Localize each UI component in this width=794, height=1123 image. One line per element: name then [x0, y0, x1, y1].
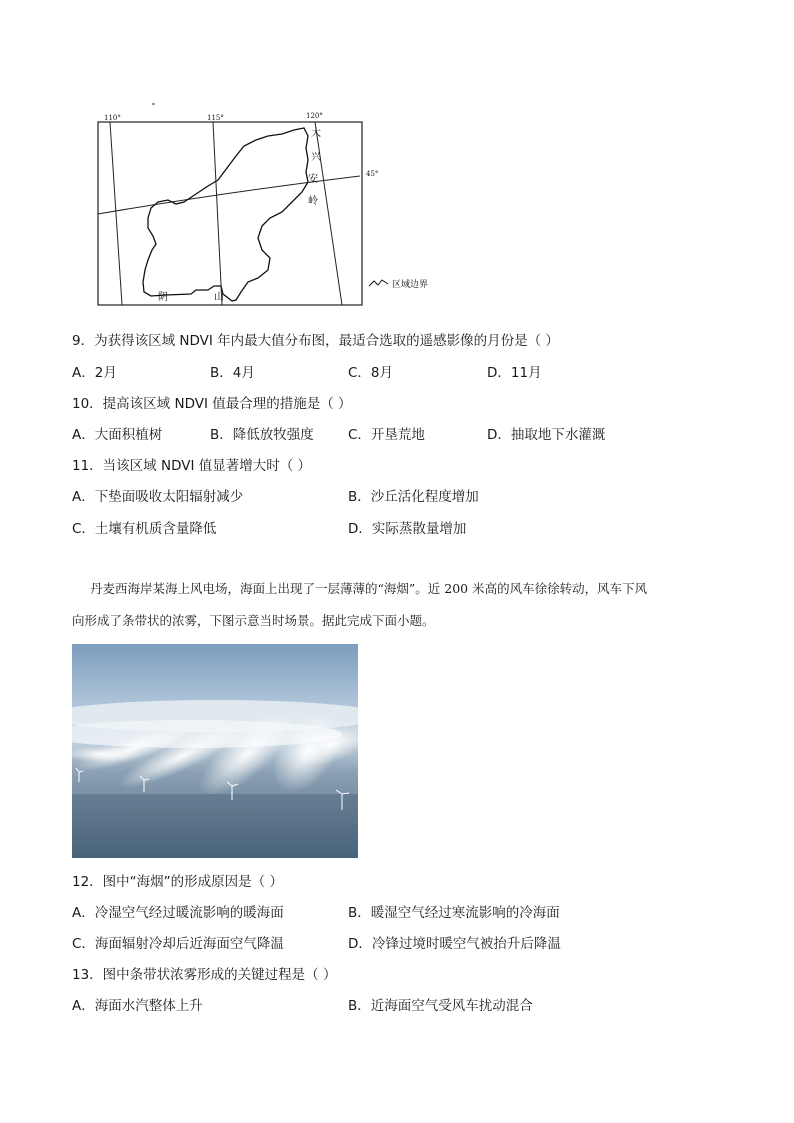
label-an: 安: [308, 174, 318, 185]
sea-fog-photo: [72, 644, 358, 858]
q11-option-a: A．下垫面吸收太阳辐射减少: [72, 489, 244, 505]
q10-option-b: B．降低放牧强度: [210, 427, 314, 443]
q9-option-c: C．8月: [348, 365, 394, 381]
map-figure: [96, 100, 456, 310]
q12-option-a: A．冷湿空气经过暖流影响的暖海面: [72, 905, 284, 921]
question-10-stem: 10．提高该区域 NDVI 值最合理的措施是（ ）: [72, 396, 352, 412]
q9-option-a: A．2月: [72, 365, 117, 381]
q10-option-d: D．抽取地下水灌溉: [487, 427, 606, 443]
question-12-stem: 12．图中“海烟”的形成原因是（ ）: [72, 874, 283, 890]
label-yin: 阴: [158, 292, 168, 303]
tick-115: 115°: [207, 114, 224, 122]
q11-option-b: B．沙丘活化程度增加: [348, 489, 479, 505]
tick-45: 45°: [366, 170, 379, 178]
label-shan: 山: [214, 292, 224, 303]
intro-line-1: 丹麦西海岸某海上风电场，海面上出现了一层薄薄的“海烟”。近 200 米高的风车徐徐转动，风车下风: [90, 581, 648, 596]
question-9-stem: 9．为获得该区域 NDVI 年内最大值分布图，最适合选取的遥感影像的月份是（ ）: [72, 333, 559, 349]
q11-option-c: C．土壤有机质含量降低: [72, 521, 217, 537]
question-13-stem: 13．图中条带状浓雾形成的关键过程是（ ）: [72, 967, 337, 983]
question-11-stem: 11．当该区域 NDVI 值显著增大时（ ）: [72, 458, 312, 474]
tick-120: 120°: [306, 112, 323, 120]
q11-option-d: D．实际蒸散量增加: [348, 521, 467, 537]
label-ling: 岭: [308, 196, 318, 207]
q10-option-c: C．开垦荒地: [348, 427, 425, 443]
q9-option-b: B．4月: [210, 365, 255, 381]
q12-option-d: D．冷锋过境时暖空气被抬升后降温: [348, 936, 561, 952]
label-xing: 兴: [311, 152, 321, 163]
label-da: 大: [311, 128, 321, 139]
intro-line-2: 向形成了条带状的浓雾，下图示意当时场景。据此完成下面小题。: [72, 613, 435, 628]
q10-option-a: A．大面积植树: [72, 427, 163, 443]
legend-boundary-symbol: [369, 280, 388, 286]
q13-option-a: A．海面水汽整体上升: [72, 998, 203, 1014]
q13-option-b: B．近海面空气受风车扰动混合: [348, 998, 533, 1014]
tick-110: 110°: [104, 114, 121, 122]
q12-option-c: C．海面辐射冷却后近海面空气降温: [72, 936, 284, 952]
q12-option-b: B．暖湿空气经过寒流影响的冷海面: [348, 905, 560, 921]
legend-label: 区域边界: [392, 280, 429, 290]
map-frame: [98, 122, 362, 305]
q9-option-d: D．11月: [487, 365, 542, 381]
